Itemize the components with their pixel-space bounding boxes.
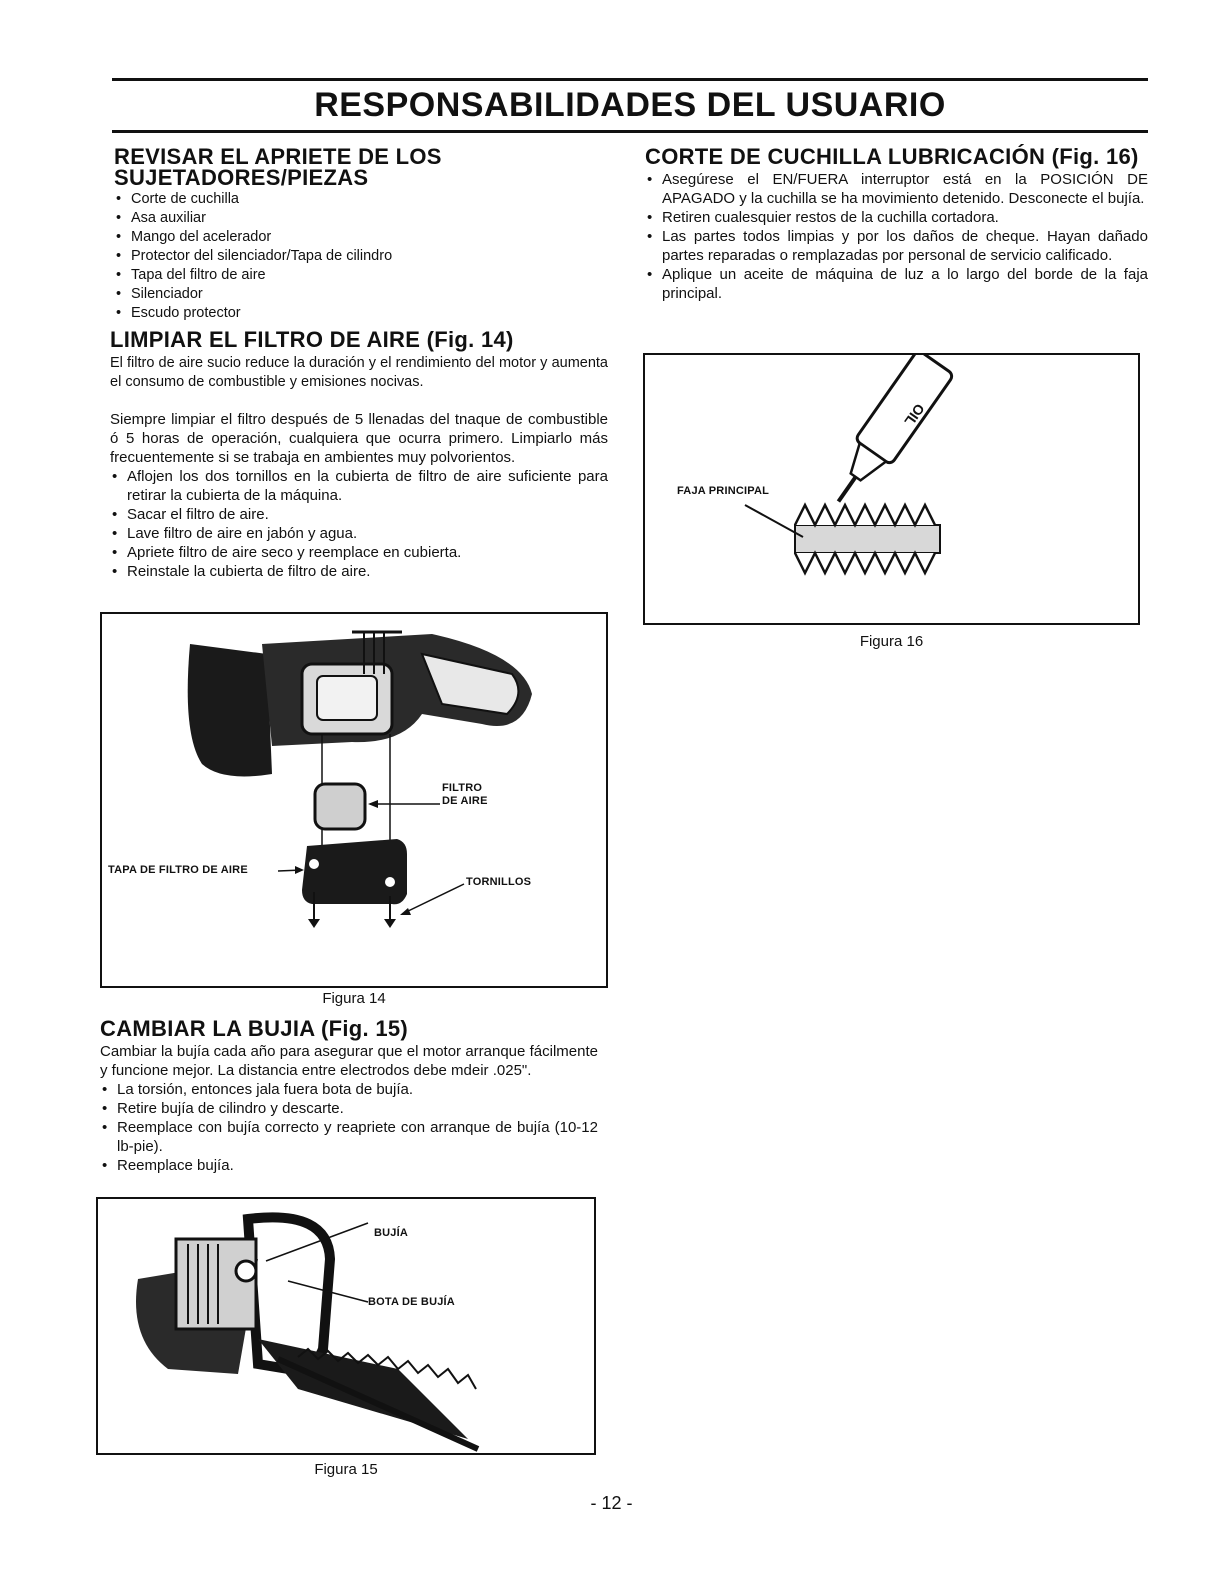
spark-plug-steps [100, 1080, 598, 1175]
section-spark-plug [100, 1018, 598, 1175]
list-item: • Corte de cuchilla [114, 190, 608, 209]
list-item: • Reinstale la cubierta de filtro de aire. [110, 562, 608, 581]
list-item: • Mango del acelerador [114, 228, 608, 247]
figure-16-caption: Figura 16 [859, 633, 924, 650]
figure-14-caption: Figura 14 [322, 990, 386, 1007]
list-item: • La torsión, entonces jala fuera bota de bujía. [100, 1080, 598, 1099]
left-column [100, 146, 608, 581]
figure-15-caption: Figura 15 [314, 1461, 378, 1478]
label-tornillos: TORNILLOS [466, 876, 532, 888]
lubrication-steps [645, 170, 1148, 303]
section-air-filter [110, 329, 608, 581]
air-filter-heading: LIMPIAR EL FILTRO DE AIRE (Fig. 14) [110, 327, 514, 352]
label-bota: BOTA DE BUJÍA [368, 1296, 455, 1308]
list-item: • Reemplace bujía. [100, 1156, 598, 1175]
list-item: • Protector del silenciador/Tapa de cilindro [114, 247, 608, 266]
list-item: • Aflojen los dos tornillos en la cubierta de filtro de aire suficiente para retirar la cubierta de la máquina. [110, 467, 608, 505]
label-filtro-line1: FILTRO [442, 782, 483, 794]
list-item: • Escudo protector [114, 304, 608, 323]
list-item: • Retire bujía de cilindro y descarte. [100, 1099, 598, 1118]
title-underline [112, 130, 1148, 133]
list-item: • Silenciador [114, 285, 608, 304]
fasteners-heading [114, 146, 608, 188]
fasteners-heading-line2: SUJETADORES/PIEZAS [114, 165, 369, 190]
label-filtro [442, 782, 488, 808]
fasteners-heading-line1: REVISAR EL APRIETE DE LOS [114, 144, 442, 169]
page-number: - 12 - [590, 1493, 633, 1513]
list-item: • Apriete filtro de aire seco y reemplace en cubierta. [110, 543, 608, 562]
label-filtro-line2: DE AIRE [442, 795, 488, 807]
list-item: • Retiren cualesquier restos de la cuchilla cortadora. [645, 208, 1148, 227]
label-bujia: BUJÍA [374, 1227, 409, 1239]
list-item: • Reemplace con bujía correcto y reapriete con arranque de bujía (10-12 lb-pie). [100, 1118, 598, 1156]
spark-plug-heading: CAMBIAR LA BUJIA (Fig. 15) [100, 1016, 409, 1041]
list-item: • Asa auxiliar [114, 209, 608, 228]
lubrication-heading: CORTE DE CUCHILLA LUBRICACIÓN (Fig. 16) [645, 144, 1139, 169]
list-item: • Asegúrese el EN/FUERA interruptor está en la POSICIÓN DE APAGADO y la cuchilla se ha movimiento detenido. Desconecte el bujía. [645, 170, 1148, 208]
fasteners-list [114, 190, 608, 323]
figure-15 [96, 1197, 596, 1455]
air-filter-steps [110, 467, 608, 581]
list-item: • Tapa del filtro de aire [114, 266, 608, 285]
list-item: • Las partes todos limpias y por los daños de cheque. Hayan dañado partes reparadas o remplazadas por personal de servicio calificado. [645, 227, 1148, 265]
oil-tube-text: OIL [901, 400, 928, 430]
page-title: RESPONSABILIDADES DEL USUARIO [314, 86, 946, 124]
figure-16 [643, 353, 1140, 625]
air-filter-para2: Siempre limpiar el filtro después de 5 llenadas del tnaque de combustible ó 5 horas de operación, cualquiera que ocurra primero. Limpiarlo más frecuentemente si se trabaja en ambientes muy polvorientos. [110, 411, 608, 466]
label-tapa: TAPA DE FILTRO DE AIRE [108, 864, 248, 876]
top-rule [112, 78, 1148, 81]
list-item: • Lave filtro de aire en jabón y agua. [110, 524, 608, 543]
list-item: • Sacar el filtro de aire. [110, 505, 608, 524]
list-item: • Aplique un aceite de máquina de luz a lo largo del borde de la faja principal. [645, 265, 1148, 303]
label-faja: FAJA PRINCIPAL [677, 485, 770, 497]
spark-plug-para: Cambiar la bujía cada año para asegurar que el motor arranque fácilmente y funcione mejor. La distancia entre electrodos debe mdeir .025". [100, 1043, 598, 1079]
figure-14 [100, 612, 608, 988]
spark-plug-illustration [98, 1199, 596, 1455]
air-filter-illustration [102, 614, 608, 988]
right-column [645, 146, 1148, 303]
air-filter-para1: El filtro de aire sucio reduce la duración y el rendimiento del motor y aumenta el consumo de combustible y emisiones nocivas. [110, 355, 608, 390]
section-fasteners [114, 146, 608, 323]
